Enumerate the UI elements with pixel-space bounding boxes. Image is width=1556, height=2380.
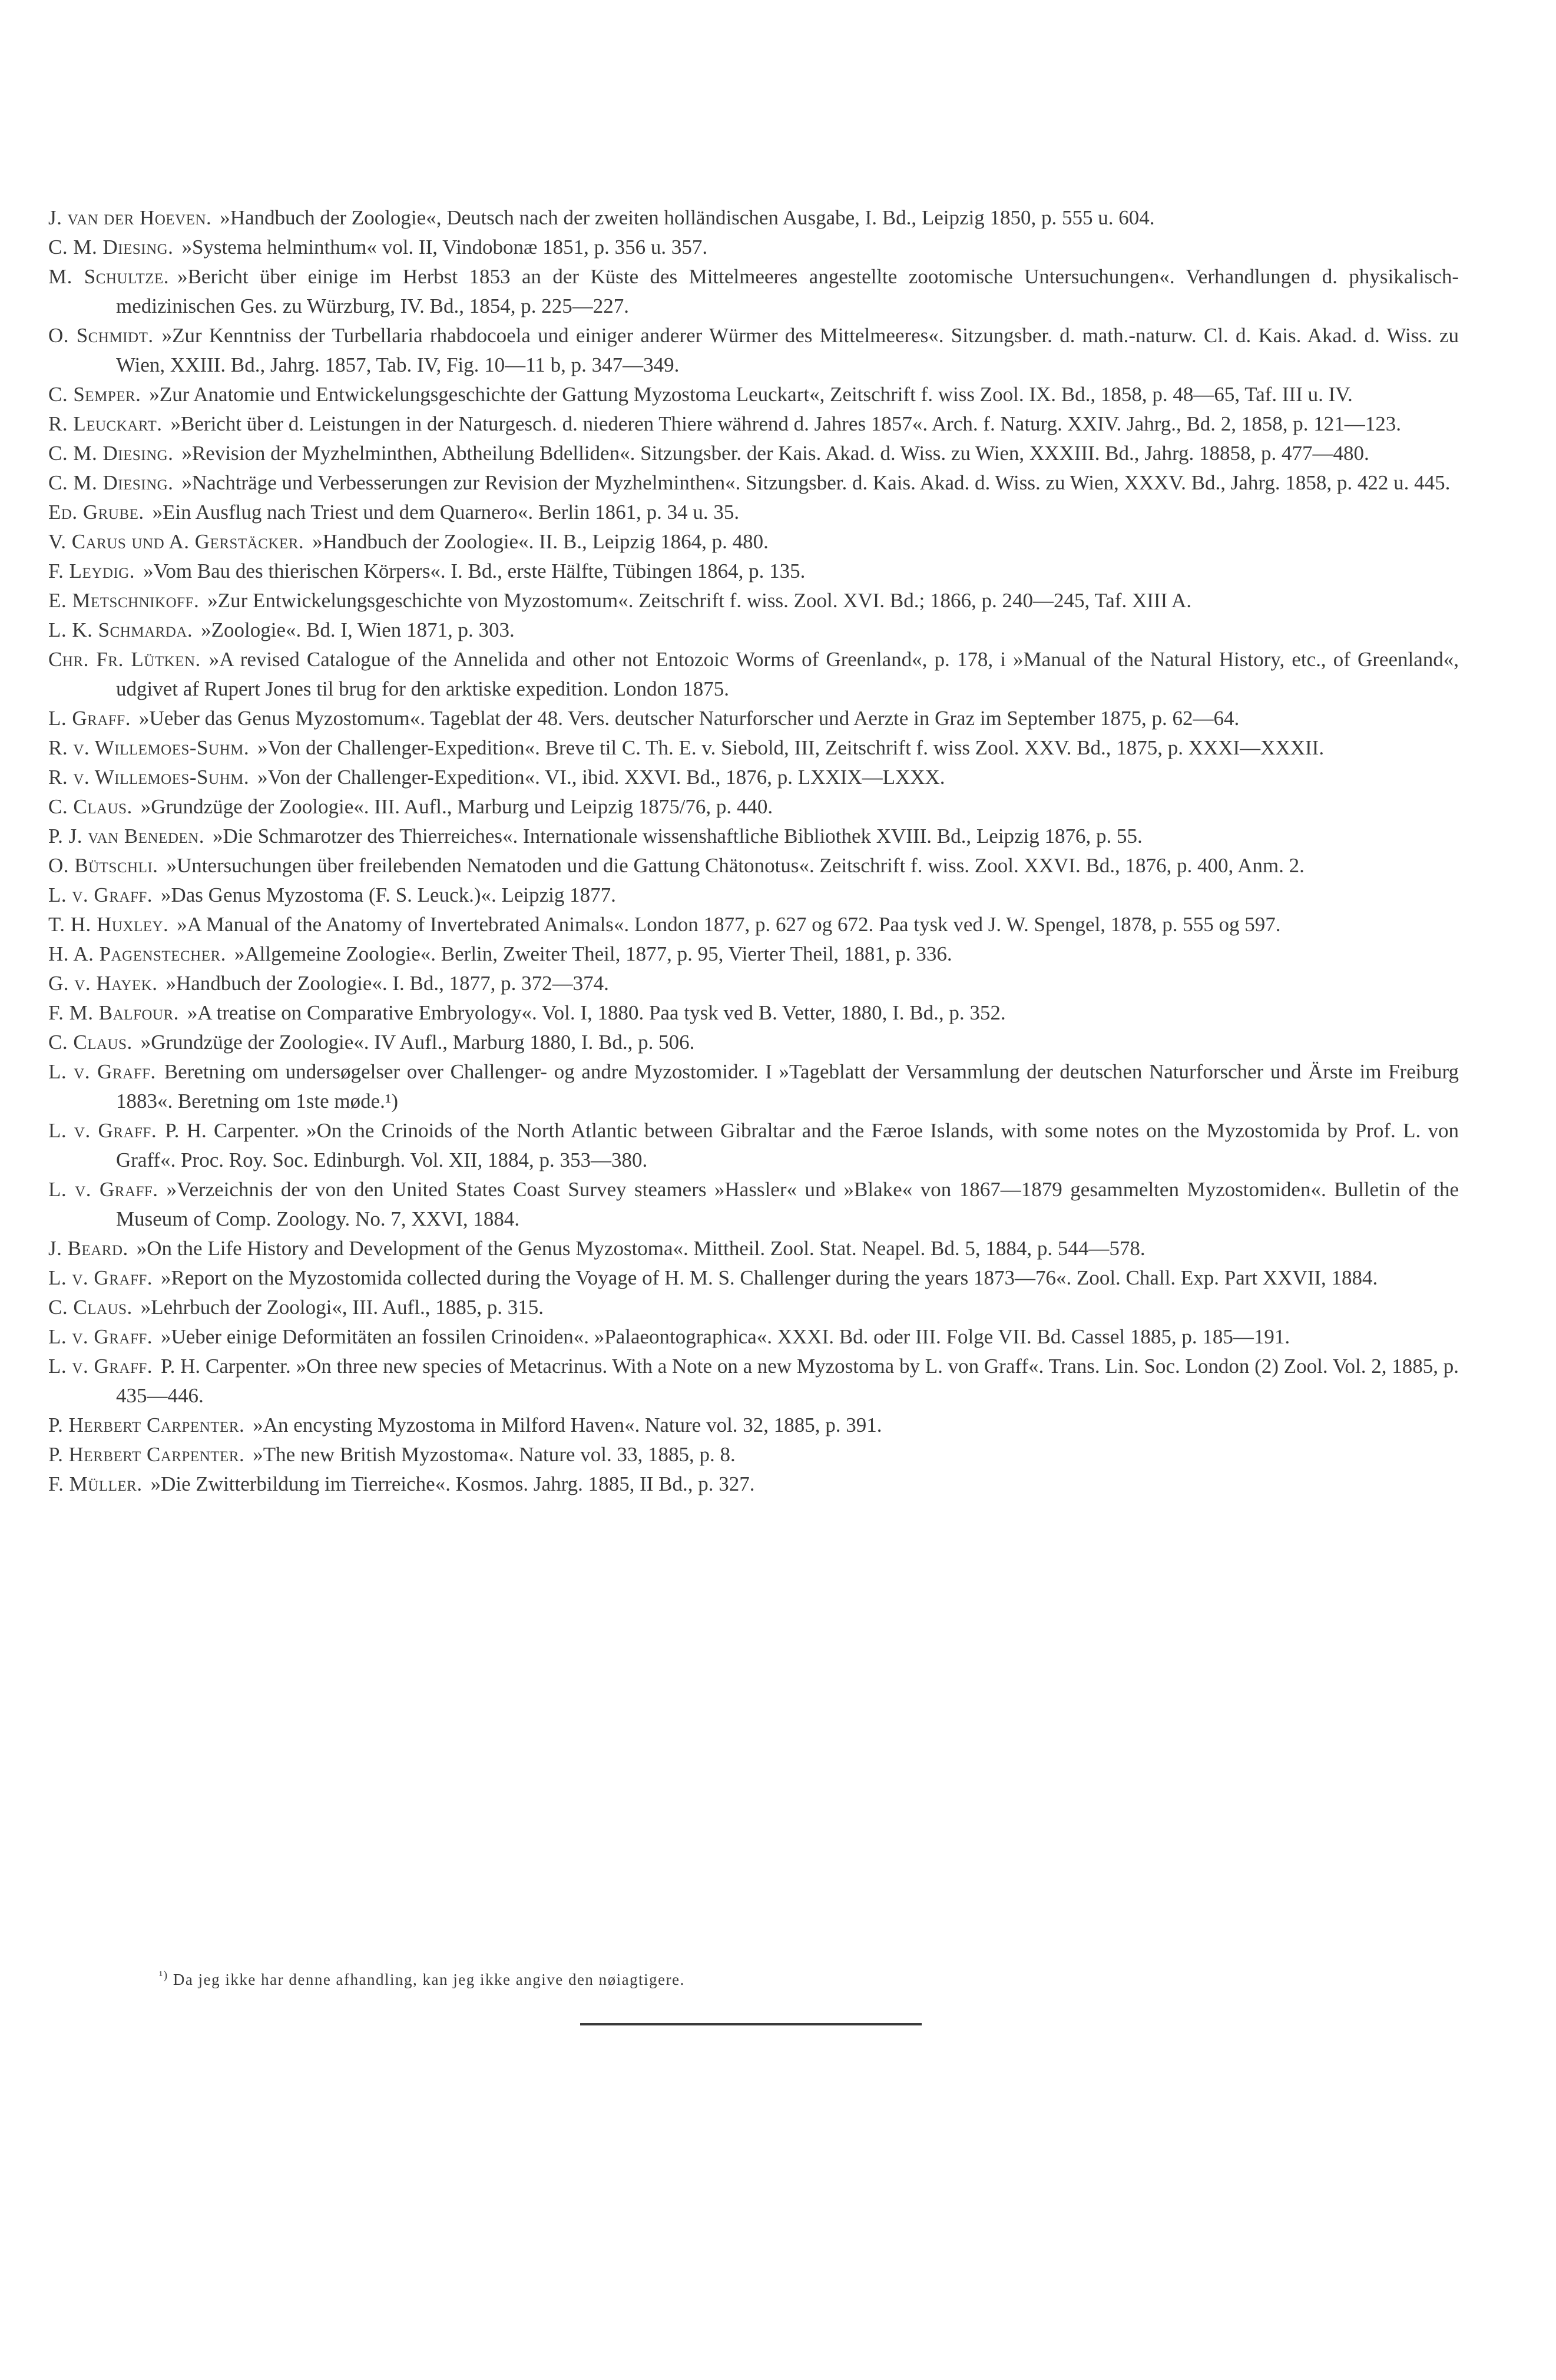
entry-citation: »Handbuch der Zoologie«. I. Bd., 1877, p. 372—374. bbox=[165, 972, 609, 995]
entry-citation: »Das Genus Myzostoma (F. S. Leuck.)«. Leipzig 1877. bbox=[161, 883, 616, 906]
entry-citation: »Report on the Myzostomida collected during the Voyage of H. M. S. Challenger during the years 1873—76«. Zool. Chall. Exp. Part XXVII, 1884. bbox=[161, 1266, 1378, 1289]
entry-author: L. v. Graff. bbox=[48, 883, 153, 906]
entry-author: P. Herbert Carpenter. bbox=[48, 1443, 245, 1466]
footnote-text: Da jeg ikke har denne afhandling, kan jeg ikke angive den nøiagtigere. bbox=[173, 1971, 685, 1988]
bibliography-entry bbox=[48, 380, 1459, 409]
entry-citation: »Lehrbuch der Zoologi«, III. Aufl., 1885, p. 315. bbox=[140, 1296, 544, 1319]
entry-citation: »Grundzüge der Zoologie«. III. Aufl., Marburg und Leipzig 1875/76, p. 440. bbox=[140, 795, 773, 818]
entry-author: Chr. Fr. Lütken. bbox=[48, 648, 201, 671]
bibliography-entry bbox=[48, 203, 1459, 233]
entry-citation: »Allgemeine Zoologie«. Berlin, Zweiter Theil, 1877, p. 95, Vierter Theil, 1881, p. 336. bbox=[234, 942, 952, 965]
bibliography-entry bbox=[48, 1057, 1459, 1116]
bibliography-entry bbox=[48, 1263, 1459, 1293]
entry-citation: »A Manual of the Anatomy of Invertebrated Animals«. London 1877, p. 627 og 672. Paa tysk ved J. W. Spengel, 1878, p. 555 og 597. bbox=[177, 913, 1281, 936]
bibliography-entry bbox=[48, 1322, 1459, 1352]
entry-author: C. Semper. bbox=[48, 383, 141, 406]
entry-author: F. Müller. bbox=[48, 1472, 143, 1495]
bibliography-entry bbox=[48, 1028, 1459, 1057]
bibliography-entry bbox=[48, 939, 1459, 969]
bibliography-entry bbox=[48, 998, 1459, 1028]
entry-author: L. K. Schmarda. bbox=[48, 618, 193, 641]
entry-citation: »Zoologie«. Bd. I, Wien 1871, p. 303. bbox=[201, 618, 515, 641]
bibliography-entry bbox=[48, 321, 1459, 380]
bibliography-entry bbox=[48, 969, 1459, 998]
entry-citation: »Verzeichnis der von den United States Coast Survey steamers »Hassler« und »Blake« von 1867—1879 gesammelten Myzostomiden«. Bulletin of the Museum of Comp. Zoology. No. 7, XXVI, 1884. bbox=[116, 1178, 1459, 1230]
end-rule bbox=[580, 2023, 922, 2025]
entry-author: Ed. Grube. bbox=[48, 501, 144, 524]
entry-citation: »Revision der Myzhelminthen, Abtheilung Bdelliden«. Sitzungsber. der Kais. Akad. d. Wiss. zu Wien, XXXIII. Bd., Jahrg. 18858, p. 477—480. bbox=[181, 442, 1369, 465]
entry-author: L. v. Graff. bbox=[48, 1355, 153, 1378]
bibliography-entry bbox=[48, 763, 1459, 792]
entry-citation: »Die Zwitterbildung im Tierreiche«. Kosmos. Jahrg. 1885, II Bd., p. 327. bbox=[150, 1472, 755, 1495]
entry-author: R. v. Willemoes-Suhm. bbox=[48, 736, 250, 759]
bibliography-entry bbox=[48, 733, 1459, 763]
entry-citation: »Bericht über d. Leistungen in der Naturgesch. d. niederen Thiere während d. Jahres 1857«. Arch. f. Naturg. XXIV. Jahrg., Bd. 2, 1858, p. 121—123. bbox=[170, 412, 1402, 435]
entry-author: E. Metschnikoff. bbox=[48, 589, 200, 612]
entry-citation: »On the Life History and Development of the Genus Myzostoma«. Mittheil. Zool. Stat. Neapel. Bd. 5, 1884, p. 544—578. bbox=[136, 1237, 1146, 1260]
entry-author: H. A. Pagenstecher. bbox=[48, 942, 226, 965]
bibliography-entry bbox=[48, 409, 1459, 439]
entry-author: J. van der Hoeven. bbox=[48, 206, 212, 229]
entry-citation: »Von der Challenger-Expedition«. VI., ibid. XXVI. Bd., 1876, p. LXXIX—LXXX. bbox=[257, 766, 945, 789]
bibliography-entry bbox=[48, 1234, 1459, 1263]
entry-author: J. Beard. bbox=[48, 1237, 128, 1260]
entry-author: F. Leydig. bbox=[48, 560, 135, 582]
entry-author: L. v. Graff. bbox=[48, 1178, 158, 1201]
entry-author: C. M. Diesing. bbox=[48, 236, 174, 259]
entry-author: P. Herbert Carpenter. bbox=[48, 1414, 245, 1436]
entry-author: V. Carus und A. Gerstäcker. bbox=[48, 530, 304, 553]
entry-citation: »Grundzüge der Zoologie«. IV Aufl., Marburg 1880, I. Bd., p. 506. bbox=[140, 1031, 695, 1054]
bibliography-entry bbox=[48, 233, 1459, 262]
bibliography-entry bbox=[48, 1175, 1459, 1234]
entry-citation: »Nachträge und Verbesserungen zur Revision der Myzhelminthen«. Sitzungsber. d. Kais. Akad. d. Wiss. zu Wien, XXXV. Bd., Jahrg. 1858, p. 422 u. 445. bbox=[181, 471, 1451, 494]
entry-author: L. v. Graff. bbox=[48, 1266, 153, 1289]
bibliography-entry bbox=[48, 792, 1459, 822]
entry-citation: »The new British Myzostoma«. Nature vol. 33, 1885, p. 8. bbox=[253, 1443, 736, 1466]
entry-author: L. v. Graff. bbox=[48, 1119, 157, 1142]
entry-citation: Beretning om undersøgelser over Challenger- og andre Myzostomider. I »Tageblatt der Versammlung der deutschen Naturforscher und Ärste im Freiburg 1883«. Beretning om 1ste møde.¹) bbox=[116, 1060, 1459, 1113]
entry-citation: »Ueber einige Deformitäten an fossilen Crinoiden«. »Palaeontographica«. XXXI. Bd. oder III. Folge VII. Bd. Cassel 1885, p. 185—191. bbox=[161, 1325, 1290, 1348]
entry-citation: »An encysting Myzostoma in Milford Haven«. Nature vol. 32, 1885, p. 391. bbox=[253, 1414, 882, 1436]
bibliography-entry bbox=[48, 1411, 1459, 1440]
bibliography-entry bbox=[48, 1116, 1459, 1175]
entry-author: R. v. Willemoes-Suhm. bbox=[48, 766, 250, 789]
entry-author: F. M. Balfour. bbox=[48, 1001, 179, 1024]
bibliography-entry bbox=[48, 704, 1459, 733]
bibliography-entry bbox=[48, 1440, 1459, 1469]
entry-author: L. v. Graff. bbox=[48, 1060, 156, 1083]
bibliography-entry bbox=[48, 498, 1459, 527]
entry-author: C. Claus. bbox=[48, 1031, 133, 1054]
entry-citation: »Ueber das Genus Myzostomum«. Tageblat der 48. Vers. deutscher Naturforscher und Aerzte in Graz im September 1875, p. 62—64. bbox=[138, 707, 1240, 730]
bibliography-entry bbox=[48, 910, 1459, 939]
entry-author: C. Claus. bbox=[48, 1296, 133, 1319]
entry-citation: »A revised Catalogue of the Annelida and other not Entozoic Worms of Greenland«, p. 178, i »Manual of the Natural History, etc., of Greenland«, udgivet af Rupert Jones til brug for den arktiske expedition. London 1875. bbox=[116, 648, 1459, 700]
entry-citation: P. H. Carpenter. »On three new species of Metacrinus. With a Note on a new Myzostoma by L. von Graff«. Trans. Lin. Soc. London (2) Zool. Vol. 2, 1885, p. 435—446. bbox=[116, 1355, 1459, 1407]
bibliography-entry bbox=[48, 880, 1459, 910]
entry-author: C. M. Diesing. bbox=[48, 442, 174, 465]
entry-author: T. H. Huxley. bbox=[48, 913, 169, 936]
entry-citation: »Vom Bau des thierischen Körpers«. I. Bd., erste Hälfte, Tübingen 1864, p. 135. bbox=[143, 560, 806, 582]
bibliography-list bbox=[48, 203, 1459, 1499]
entry-citation: P. H. Carpenter. »On the Crinoids of the North Atlantic between Gibraltar and the Færoe Islands, with some notes on the Myzostomida by Prof. L. von Graff«. Proc. Roy. Soc. Edinburgh. Vol. XII, 1884, p. 353—380. bbox=[116, 1119, 1459, 1171]
bibliography-entry bbox=[48, 468, 1459, 498]
entry-author: C. M. Diesing. bbox=[48, 471, 174, 494]
bibliography-entry bbox=[48, 557, 1459, 586]
entry-author: C. Claus. bbox=[48, 795, 133, 818]
entry-citation: »Zur Entwickelungsgeschichte von Myzostomum«. Zeitschrift f. wiss. Zool. XVI. Bd.; 1866, p. 240—245, Taf. XIII A. bbox=[207, 589, 1192, 612]
entry-citation: »Zur Anatomie und Entwickelungsgeschichte der Gattung Myzostoma Leuckart«, Zeitschrift f. wiss Zool. IX. Bd., 1858, p. 48—65, Taf. III u. IV. bbox=[149, 383, 1353, 406]
footnote bbox=[159, 1965, 1396, 1990]
bibliography-entry bbox=[48, 851, 1459, 880]
entry-author: L. v. Graff. bbox=[48, 1325, 153, 1348]
entry-author: O. Schmidt. bbox=[48, 324, 154, 347]
entry-author: L. Graff. bbox=[48, 707, 131, 730]
entry-citation: »Von der Challenger-Expedition«. Breve til C. Th. E. v. Siebold, III, Zeitschrift f. wiss Zool. XXV. Bd., 1875, p. XXXI—XXXII. bbox=[257, 736, 1325, 759]
entry-author: P. J. van Beneden. bbox=[48, 825, 204, 848]
entry-citation: »Handbuch der Zoologie«. II. B., Leipzig 1864, p. 480. bbox=[312, 530, 769, 553]
bibliography-entry bbox=[48, 645, 1459, 704]
footnote-mark: ¹) bbox=[159, 1969, 168, 1982]
bibliography-entry bbox=[48, 822, 1459, 851]
entry-citation: »Bericht über einige im Herbst 1853 an der Küste des Mittelmeeres angestellte zootomische Untersuchungen«. Verhandlungen d. physikalisch-medizinischen Ges. zu Würzburg, IV. Bd., 1854, p. 225—227. bbox=[116, 265, 1459, 317]
bibliography-entry bbox=[48, 439, 1459, 468]
entry-citation: »Ein Ausflug nach Triest und dem Quarnero«. Berlin 1861, p. 34 u. 35. bbox=[152, 501, 740, 524]
bibliography-entry bbox=[48, 1352, 1459, 1411]
bibliography-entry bbox=[48, 1293, 1459, 1322]
entry-citation: »Untersuchungen über freilebenden Nematoden und die Gattung Chätonotus«. Zeitschrift f. wiss. Zool. XXVI. Bd., 1876, p. 400, Anm. 2. bbox=[166, 854, 1305, 877]
entry-citation: »Systema helminthum« vol. II, Vindobonæ 1851, p. 356 u. 357. bbox=[181, 236, 708, 259]
entry-citation: »Die Schmarotzer des Thierreiches«. Internationale wissenshaftliche Bibliothek XVIII. Bd., Leipzig 1876, p. 55. bbox=[212, 825, 1143, 848]
entry-author: M. Schultze. bbox=[48, 265, 170, 288]
bibliography-entry bbox=[48, 615, 1459, 645]
bibliography-entry bbox=[48, 586, 1459, 615]
bibliography-entry bbox=[48, 527, 1459, 557]
entry-author: O. Bütschli. bbox=[48, 854, 158, 877]
entry-citation: »Handbuch der Zoologie«, Deutsch nach der zweiten holländischen Ausgabe, I. Bd., Leipzig 1850, p. 555 u. 604. bbox=[220, 206, 1155, 229]
entry-citation: »A treatise on Comparative Embryology«. Vol. I, 1880. Paa tysk ved B. Vetter, 1880, I. Bd., p. 352. bbox=[187, 1001, 1006, 1024]
entry-author: G. v. Hayek. bbox=[48, 972, 158, 995]
bibliography-entry bbox=[48, 1469, 1459, 1499]
bibliography-entry bbox=[48, 262, 1459, 321]
entry-citation: »Zur Kenntniss der Turbellaria rhabdocoela und einiger anderer Würmer des Mittelmeeres«. Sitzungsber. d. math.-naturw. Cl. d. Kais. Akad. d. Wiss. zu Wien, XXIII. Bd., Jahrg. 1857, Tab. IV, Fig. 10—11 b, p. 347—349. bbox=[116, 324, 1459, 376]
entry-author: R. Leuckart. bbox=[48, 412, 163, 435]
